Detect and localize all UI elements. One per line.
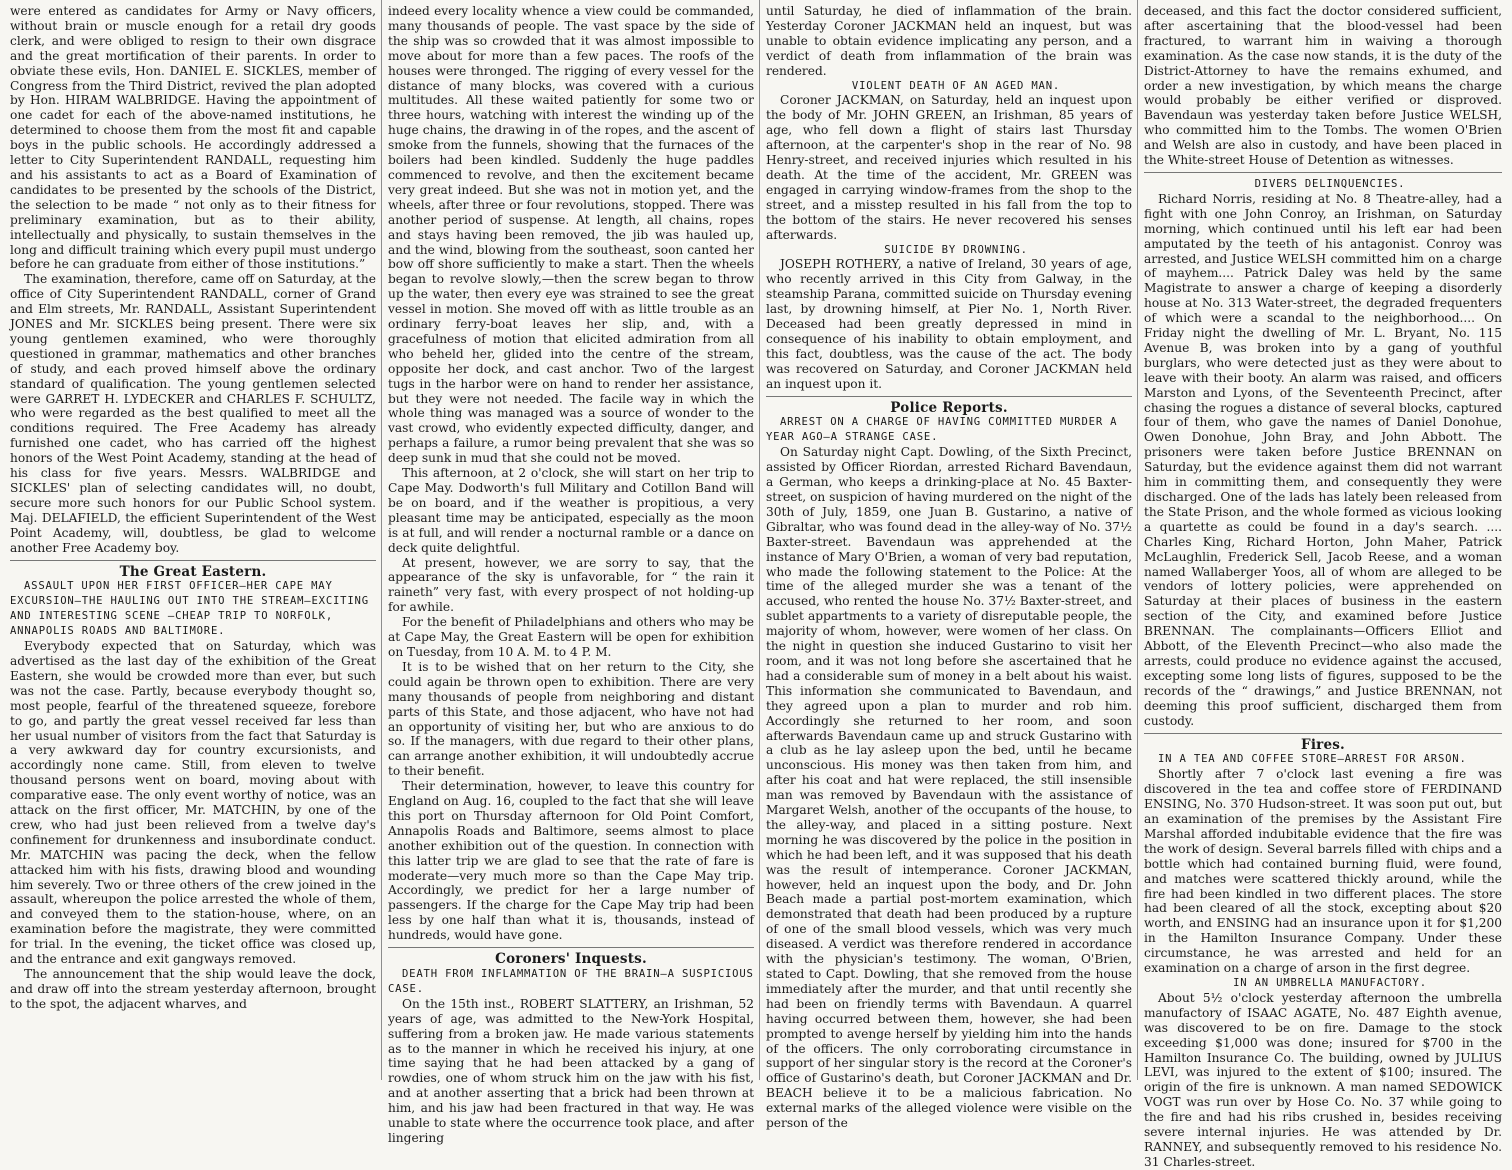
article-headline: DIVERS DELINQUENCIES. — [1254, 177, 1406, 190]
article-paragraph: The announcement that the ship would leave the dock, and draw off into the stream yesterday afternoon, brought to the spot, the adjacent wharves, and — [10, 967, 376, 1011]
article-paragraph: JOSEPH ROTHERY, a native of Ireland, 30 years of age, who recently arrived in this City from Galway, in the steamship Parana, committed suicide on Thursday evening last, by drowning himself, at Pier No. 1, North River. Deceased had been greatly depressed in mind in consequence of his inability to obtain employment, and this fact, doubtless, was the cause of the act. The body was recovered on Saturday, and Coroner JACKMAN held an inquest upon it. — [766, 257, 1132, 391]
article-paragraph: indeed every locality whence a view could be commanded, many thousands of people. The vast space by the side of the ship was so crowded that it was almost impossible to move about for more than a few paces. The roofs of the houses were thronged. The rigging of every vessel for the distance of many blocks, was covered with a curious multitudes. All these waited patiently for some two or three hours, watching with interest the winding up of the huge chains, the drawing in of the ropes, and the ascent of smoke from the funnels, showing that the furnaces of the boilers had been kindled. Suddenly the huge paddles commenced to revolve, and then the excitement became very great indeed. But she was not in motion yet, and the wheels, after three or four revolutions, stopped. There was another period of suspense. At length, all chains, ropes and stays having been removed, the jib was hauled up, and the wind, blowing from the southeast, soon canted her bow off shore sufficiently to make a start. Then the wheels began to revolve slowly,—then the screw began to throw up the water, then every eye was strained to see the great vessel in motion. She moved off with as little trouble as an ordinary ferry-boat leaves her slip, and, with a gracefulness of motion that elicited admiration from all who beheld her, glided into the centre of the stream, opposite her dock, and cast anchor. Two of the largest tugs in the harbor were on hand to render her assistance, but they were not needed. The facile way in which the whole thing was managed was a source of wonder to the vast crowd, who evidently expected difficulty, danger, and perhaps a failure, a rumor being prevalent that she was so deep sunk in mud that she could not be moved. — [388, 4, 754, 466]
article-paragraph: Richard Norris, residing at No. 8 Theatre-alley, had a fight with one John Conroy, an Irishman, on Saturday morning, which continued until his left ear had been amputated by the teeth of his antagonist. Conroy was arrested, and Justice WELSH committed him on a charge of mayhem.... Patrick Daley was held by the same Magistrate to answer a charge of keeping a disorderly house at No. 313 Water-street, the degraded frequenters of which were a scandal to the neighborhood.... On Friday night the dwelling of Mr. L. Bryant, No. 115 Avenue B, was broken into by a gang of youthful burglars, who were detected just as they were about to leave with their booty. An alarm was raised, and officers Marston and Lyons, of the Seventeenth Precinct, after chasing the rogues a distance of several blocks, captured four of them, who gave the names of Daniel Donohue, Owen Donohue, John Bray, and John Abbott. The prisoners were taken before Justice BRENNAN on Saturday, but the evidence against them did not warrant him in committing them, and consequently they were discharged. One of the lads has lately been released from the State Prison, and the whole formed as vicious looking a quartette as could be found in a day's search. .... Charles King, Richard Horton, John Maher, Patrick McLaughlin, Frederick Sell, Jacob Reese, and a woman named Wallaberger Yoos, all of whom are alleged to be vendors of lottery policies, were apprehended on Saturday at their places of business in the eastern section of the City, and examined before Justice BRENNAN. The complainants—Officers Elliot and Abbott, of the Eleventh Precinct—who also made the arrests, could produce no evidence against the accused, excepting some long lists of figures, supposed to be the records of the “ drawings,” and Justice BRENNAN, not deeming this proof sufficient, discharged them from custody. — [1144, 191, 1502, 728]
article-paragraph: On the 15th inst., ROBERT SLATTERY, an Irishman, 52 years of age, was admitted to the New-York Hospital, suffering from a broken jaw. He made various statements as to the manner in which he received his injury, at one time saying that he had been attacked by a gang of rowdies, one of whom struck him on the jaw with his fist, and at another asserting that a brick had been thrown at him, and his jaw had been fractured in that way. He was unable to state where the occurrence took place, and after lingering — [388, 996, 754, 1145]
article-paragraph: For the benefit of Philadelphians and others who may be at Cape May, the Great Eastern will be open for exhibition on Tuesday, from 10 A. M. to 4 P. M. — [388, 615, 754, 659]
article-headline: SUICIDE BY DROWNING. — [884, 243, 1028, 256]
article-paragraph: At present, however, we are sorry to say, that the appearance of the sky is unfavorable, for “ the rain it raineth” very fast, with every prospect of not holding-up for awhile. — [388, 555, 754, 615]
column-2 — [384, 4, 758, 1145]
clipping-divider — [1144, 172, 1502, 173]
article-paragraph: About 5½ o'clock yesterday afternoon the umbrella manufactory of ISAAC AGATE, No. 487 Eighth avenue, was discovered to be on fire. Damage to the stock exceeding $1,000 was done; insured for $700 in the Hamilton Insurance Co. The building, owned by JULIUS LEVI, was injured to the extent of $100; insured. The origin of the fire is unknown. A man named SEDOWICK VOGT was run over by Hose Co. No. 37 while going to the fire and had his ribs crushed in, besides receiving severe internal injuries. He was attended by Dr. RANNEY, and subsequently removed to his residence No. 31 Charles-street. — [1144, 990, 1502, 1169]
column-3 — [762, 4, 1136, 1131]
column-4 — [1140, 4, 1506, 1169]
section-title: The Great Eastern. — [119, 563, 267, 580]
section-title: Fires. — [1301, 736, 1345, 753]
article-headline: DEATH FROM INFLAMMATION OF THE BRAIN—A SUSPICIOUS CASE. — [388, 968, 754, 995]
article-paragraph: deceased, and this fact the doctor considered sufficient, after ascertaining that the blood-vessel had been fractured, to warrant him in waiving a thorough examination. As the case now stands, it is the duty of the District-Attorney to have the remains exhumed, and order a new investigation, by which means the charge would probably be either verified or disproved. Bavendaun was yesterday taken before Justice WELSH, who committed him to the Tombs. The women O'Brien and Welsh are also in custody, and have been placed in the White-street House of Detention as witnesses. — [1144, 4, 1502, 168]
article-paragraph: Coroner JACKMAN, on Saturday, held an inquest upon the body of Mr. JOHN GREEN, an Irishman, 85 years of age, who fell down a flight of stairs last Thursday afternoon, at the carpenter's shop in the rear of No. 98 Henry-street, and received injuries which resulted in his death. At the time of the accident, Mr. GREEN was engaged in carrying window-frames from the shop to the street, and a misstep resulted in his fall from the top to the bottom of the stairs. He never recovered his senses afterwards. — [766, 93, 1132, 242]
article-paragraph: On Saturday night Capt. Dowling, of the Sixth Precinct, assisted by Officer Riordan, arrested Richard Bavendaun, a German, who keeps a drinking-place at No. 45 Baxter-street, on suspicion of having murdered on the night of the 30th of July, 1859, one Juan B. Gustarino, a native of Gibraltar, who was found dead in the alley-way of No. 37½ Baxter-street. Bavendaun was apprehended at the instance of Mary O'Brien, a woman of very bad reputation, who made the following statement to the Police: At the time of the alleged murder she was a tenant of the accused, who rented the house No. 37½ Baxter-street, and sublet appartments to a variety of disreputable people, the majority of whom, however, were women of her class. On the night in question she induced Gustarino to visit her room, and it was not long before she ascertained that he had a considerable sum of money in a belt about his waist. This information she communicated to Bavendaun, and they agreed upon a plan to murder and rob him. Accordingly she returned to her room, and soon afterwards Bavendaun came up and struck Gustarino with a club as he lay asleep upon the bed, until he became unconscious. His money was then taken from him, and after his coat and hat were replaced, the still insensible man was removed by Bavendaun with the assistance of Margaret Welsh, another of the occupants of the house, to the alley-way, and placed in a sitting posture. Next morning he was discovered by the police in the position in which he had been left, and it was supposed that his death was the result of intemperance. Coroner JACKMAN, however, held an inquest upon the body, and Dr. John Beach made a partial post-mortem examination, which demonstrated that death had been produced by a rupture of one of the small blood vessels, which was very much diseased. A verdict was therefore rendered in accordance with the physician's testimony. The woman, O'Brien, stated to Capt. Dowling, that she removed from the house immediately after the murder, and that until recently she had been on friendly terms with Bavendaun. A quarrel having occurred between them, however, she had been prompted to avenge herself by yielding him into the hands of the officers. The only corroborating circumstance in support of her singular story is the record at the Coroner's office of Gustarino's death, but Coroner JACKMAN and Dr. BEACH believe it to be a malicious fabrication. No external marks of the alleged violence were visible on the person of the — [766, 445, 1132, 1131]
section-title: Coroners' Inquests. — [495, 951, 647, 968]
clipping-divider — [10, 560, 376, 561]
article-paragraph: The examination, therefore, came off on Saturday, at the office of City Superintendent RANDALL, corner of Grand and Elm streets, Mr. RANDALL, Assistant Superintendent JONES and Mr. SICKLES being present. There were six young gentlemen examined, who were thoroughly questioned in grammar, mathematics and other branches of study, and each proved himself above the ordinary standard of qualification. The young gentlemen selected were GARRET H. LYDECKER and CHARLES F. SCHULTZ, who were regarded as the best qualified to meet all the conditions required. The Free Academy has already furnished one cadet, who has carried off the highest honors of the West Point Academy, standing at the head of his class for five years. Messrs. WALBRIDGE and SICKLES' plan of selecting candidates will, no doubt, secure more such honors for our Public School system. Maj. DELAFIELD, the efficient Superintendent of the West Point Academy, will, doubtless, be glad to welcome another Free Academy boy. — [10, 272, 376, 555]
article-paragraph: It is to be wished that on her return to the City, she could again be thrown open to exhibition. There are very many thousands of people from neighboring and distant parts of this State, and those adjacent, who have not had an opportunity of visiting her, but who are anxious to do so. If the managers, with due regard to their other plans, can arrange another exhibition, it will undoubtedly accrue to their benefit. — [388, 659, 754, 779]
article-paragraph: Their determination, however, to leave this country for England on Aug. 16, coupled to the fact that she will leave this port on Thursday afternoon for Old Point Comfort, Annapolis Roads and Baltimore, seems almost to place another exhibition out of the question. In connection with this latter trip we are glad to see that the rate of fare is moderate—very much more so than the Cape May trip. Accordingly, we predict for her a large number of passengers. If the charge for the Cape May trip had been less by one half than what it is, thousands, instead of hundreds, would have gone. — [388, 779, 754, 943]
article-headline: VIOLENT DEATH OF AN AGED MAN. — [851, 79, 1061, 92]
article-paragraph: This afternoon, at 2 o'clock, she will start on her trip to Cape May. Dodworth's full Military and Cotillon Band will be on board, and if the weather is propitious, a very pleasant time may be anticipated, especially as the moon is at full, and will render a nocturnal ramble or a dance on deck quite delightful. — [388, 466, 754, 555]
clipping-divider — [766, 396, 1132, 397]
article-paragraph: Everybody expected that on Saturday, which was advertised as the last day of the exhibition of the Great Eastern, she would be crowded more than ever, but such was not the case. Partly, because everybody thought so, most people, fearful of the threatened squeeze, forebore to go, and partly the great vessel received far less than her usual number of visitors from the fact that Saturday is a very awkward day for country excursionists, and accordingly none came. Still, from eleven to twelve thousand persons went on board, moving about with comparative ease. The only event worthy of notice, was an attack on the first officer, Mr. MATCHIN, by one of the crew, who had just been relieved from a twelve day's confinement for drunkenness and insubordinate conduct. Mr. MATCHIN was pacing the deck, when the fellow attacked him with his fists, drawing blood and wounding him severely. Two or three others of the crew joined in the assault, whereupon the police arrested the whole of them, and conveyed them to the station-house, where, on an examination before the magistrate, they were committed for trial. In the evening, the ticket office was closed up, and the entrance and exit gangways removed. — [10, 639, 376, 967]
clipping-divider — [1144, 733, 1502, 734]
column-rule — [759, 0, 760, 1080]
article-paragraph: Shortly after 7 o'clock last evening a fire was discovered in the tea and coffee store of FERDINAND ENSING, No. 370 Hudson-street. It was soon put out, but an examination of the premises by the Assistant Fire Marshal afforded indubitable evidence that the fire was the work of design. Several barrels filled with chips and a bottle which had contained burning fluid, were found, and matches were scattered thickly around, while the fire had been kindled in two different places. The store had been cleared of all the stock, excepting about $20 worth, and ENSING had an insurance upon it for $1,200 in the Hamilton Insurance Company. Under these circumstance, he was arrested and held for an examination on a charge of arson in the first degree. — [1144, 767, 1502, 976]
column-rule — [1137, 0, 1138, 1080]
clipping-divider — [388, 947, 754, 948]
section-title: Police Reports. — [890, 399, 1008, 416]
column-rule — [381, 0, 382, 1080]
column-1 — [6, 4, 380, 1076]
article-paragraph: were entered as candidates for Army or Navy officers, without brain or muscle enough for a retail dry goods clerk, and were obliged to resign to their own disgrace and the great mortification of their parents. In order to obviate these evils, Hon. DANIEL E. SICKLES, member of Congress from the Third District, revived the plan adopted by Hon. HIRAM WALBRIDGE. Having the appointment of one cadet for each of the above-named institutions, he determined to choose them from the most fit and capable boys in the public schools. He accordingly addressed a letter to City Superintendent RANDALL, requesting him and his assistants to act as a Board of Examination of candidates to be presented by the schools of the District, the selection to be made “ not only as to their fitness for preliminary examination, but as to their ability, intellectually and physically, to sustain themselves in the long and difficult training which every pupil must undergo before he can graduate from either of those institutions.” — [10, 4, 376, 272]
article-headline: IN AN UMBRELLA MANUFACTORY. — [1233, 977, 1427, 989]
article-headline: ASSAULT UPON HER FIRST OFFICER—HER CAPE MAY EXCURSION—THE HAULING OUT INTO THE STREAM—EXCITING AND INTERESTING SCENE —CHEAP TRIP TO NORFOLK, ANNAPOLIS ROADS AND BALTIMORE. — [10, 580, 369, 638]
article-paragraph: until Saturday, he died of inflammation of the brain. Yesterday Coroner JACKMAN held an inquest, but was unable to obtain evidence implicating any person, and a verdict of death from inflammation of the brain was rendered. — [766, 4, 1132, 78]
article-headline: ARREST ON A CHARGE OF HAVING COMMITTED MURDER A YEAR AGO—A STRANGE CASE. — [766, 416, 1118, 444]
article-headline: IN A TEA AND COFFEE STORE—ARREST FOR ARSON. — [1158, 753, 1467, 766]
